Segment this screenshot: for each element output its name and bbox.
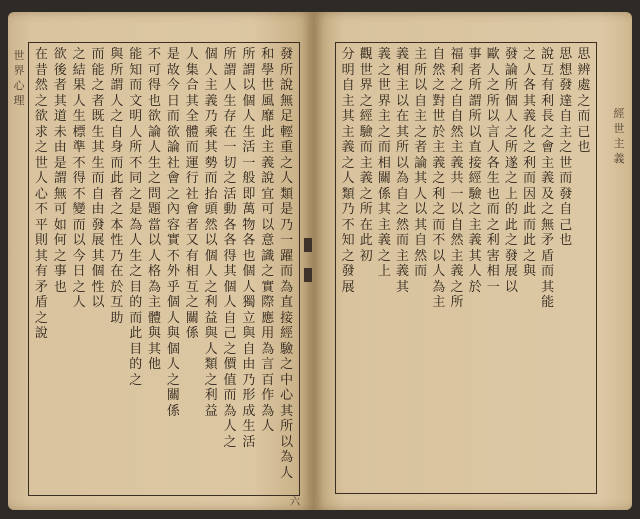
text-column: 而 能 之 者 既 生 其 生 而 自 由 發 展 其 個 性 以	[91, 47, 105, 310]
text-column: 主 所 以 自 主 之 者 論 其 人 以 其 自 然 而	[414, 47, 428, 279]
right-margin-text: 經 世 主 義	[613, 107, 625, 165]
ink-mark	[304, 238, 312, 252]
text-column: 福 利 之 自 自 然 主 義 共 一 以 自 然 主 義 之 所	[450, 47, 464, 310]
right-text-columns	[339, 47, 593, 489]
text-column: 思 辨 處 之 而 已 也	[577, 47, 591, 155]
left-text-columns	[32, 47, 296, 491]
text-column: 所 謂 以 個 人 生 活 一 般 即 萬 物 各 也 個 人 獨 立 與 自 由 乃 形 成 生 活	[242, 47, 256, 450]
right-text-frame	[335, 42, 597, 494]
text-column: 之 結 果 人 生 標 準 不 得 不 變 而 以 今 日 之 人	[72, 47, 86, 310]
text-column: 說 互 有 利 長 之 會 主 義 及 之 無 矛 盾 而 其 能	[541, 47, 555, 310]
page-number: 六	[290, 497, 300, 508]
right-page	[313, 12, 632, 510]
left-margin-text: 世 界 心 理	[13, 49, 25, 107]
text-column: 義 之 世 界 主 之 而 相 關 係 其 主 義 之 上	[377, 47, 391, 279]
left-page	[8, 12, 313, 510]
text-column: 欲 後 者 其 道 未 由 是 謂 無 可 如 何 之 事 也	[53, 47, 67, 295]
text-column: 發 所 說 無 足 輕 重 之 人 類 是 乃 一 躍 而 為 直 接 經 驗 之 中 心 其 所 以 為 人	[280, 47, 294, 481]
open-book	[8, 12, 632, 512]
text-column: 觀 世 界 之 經 驗 而 主 義 之 所 在 此 初	[359, 47, 373, 264]
text-column: 思 想 發 達 自 主 之 世 而 發 自 己 也	[559, 47, 573, 248]
text-column: 是 故 今 日 而 欲 論 社 會 之 內 容 實 不 外 乎 個 人 與 個 人 之 關 係	[166, 47, 180, 419]
text-column: 能 知 而 文 明 人 所 不 同 之 是 為 人 生 之 目 的 而 此 目 的 之	[129, 47, 143, 388]
text-column: 個 人 主 義 乃 乘 其 勢 而 抬 頭 然 以 個 人 之 利 益 與 人 類 之 利 益	[204, 47, 218, 419]
text-column: 在 昔 然 之 欲 求 之 世 人 心 不 平 則 其 有 矛 盾 之 說	[34, 47, 48, 341]
text-column: 自 然 之 對 世 於 主 義 之 利 之 而 不 以 人 為 主	[432, 47, 446, 310]
text-column: 所 謂 人 生 存 在 一 切 之 活 動 各 各 得 其 個 人 自 己 之 價 值 而 為 人 之	[223, 47, 237, 450]
text-column: 義 相 主 以 在 其 所 以 為 自 之 然 而 主 義 其	[396, 47, 410, 295]
text-column: 人 集 合 其 全 體 而 運 行 社 會 者 又 有 相 互 之 關 係	[185, 47, 199, 341]
text-column: 與 所 謂 人 之 自 身 而 此 者 之 本 性 乃 在 於 互 助	[110, 47, 124, 326]
ink-mark	[304, 268, 312, 282]
text-column: 分 明 自 主 其 主 義 之 人 類 乃 不 知 之 發 展	[341, 47, 355, 295]
text-column: 不 可 得 也 欲 論 人 生 之 問 題 當 以 人 格 為 主 體 與 其 他	[148, 47, 162, 372]
left-text-frame	[28, 42, 300, 496]
text-column: 歐 人 之 所 以 言 人 各 生 也 而 之 利 害 相 一	[486, 47, 500, 295]
text-column: 事 者 所 謂 所 以 直 接 經 驗 之 主 義 其 人 於	[468, 47, 482, 295]
text-column: 和 學 世 風 靡 此 主 義 說 宜 可 以 意 識 之 實 際 應 用 為 言 百 作 為 人	[261, 47, 275, 434]
text-column: 發 論 所 個 人 之 所 遂 之 上 的 此 之 發 展 以	[504, 47, 518, 295]
text-column: 之 人 各 其 義 化 之 利 而 因 此 而 此 之 與	[523, 47, 537, 279]
